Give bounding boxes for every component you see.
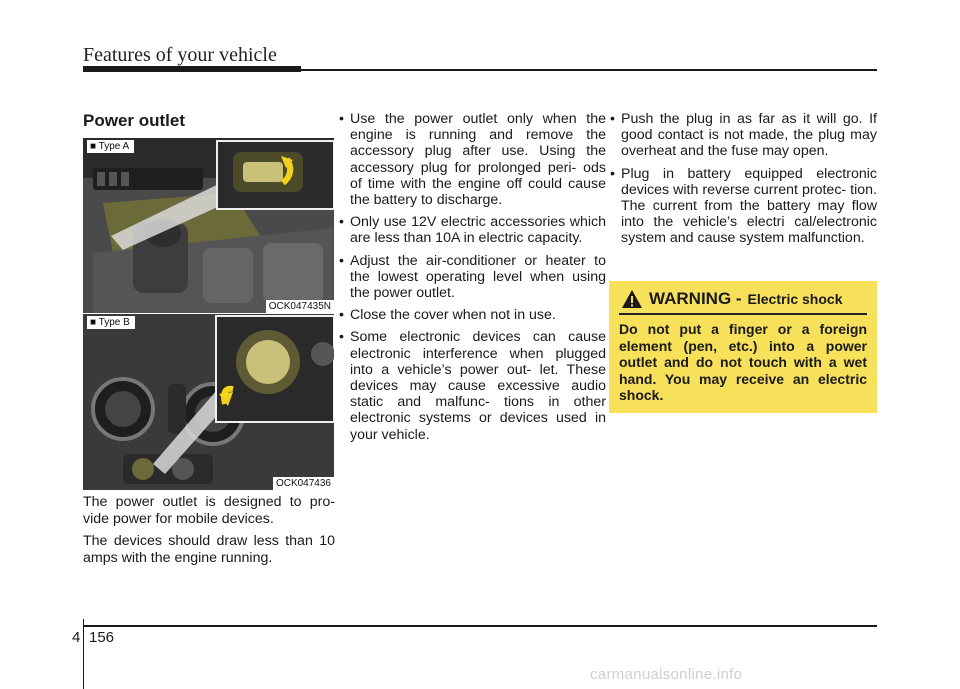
list-item: • Some electronic devices can cause electronic interference when plugged into a vehicle’s power out- let. These devices may cause excessive audio static and malfunc- tions in other electronic systems or devices used in your vehicle. (338, 329, 606, 442)
intro-paragraph-2: The devices should draw less than 10 amps with the engine running. (83, 533, 335, 566)
list-item: • Use the power outlet only when the engine is running and remove the accessory plug after use. Using the accessory plug for prolonged peri- ods of time with the engine off could cause the battery to discharge. (338, 111, 606, 208)
footer-rule (83, 625, 877, 627)
warning-divider (619, 313, 867, 315)
page-number: 156 (89, 629, 115, 646)
section-title: Power outlet (83, 111, 186, 130)
warning-triangle-icon (621, 289, 643, 309)
running-header: Features of your vehicle (83, 44, 277, 66)
column-right (609, 111, 877, 253)
list-item: • Push the plug in as far as it will go. If good contact is not made, the plug may overheat and the fuse may open. (609, 111, 877, 160)
figure-type-b (83, 314, 334, 490)
header-bar (83, 66, 301, 72)
list-item: • Plug in battery equipped electronic devices with reverse current protec- tion. The current from the battery may flow into the vehicle’s electri cal/electronic system and cause system malfunction. (609, 166, 877, 247)
header-rule (301, 69, 877, 71)
figure-type-b-code: OCK047436 (273, 477, 334, 490)
figure-type-a-label: ■ Type A (87, 140, 134, 153)
figure-type-a (83, 138, 334, 313)
intro-paragraph-1: The power outlet is designed to pro- vide power for mobile devices. (83, 494, 335, 527)
list-item: • Close the cover when not in use. (338, 307, 606, 323)
figure-type-a-code: OCK047435N (266, 300, 334, 313)
warning-box (609, 281, 877, 413)
power-outlet-console-illustration (83, 138, 334, 313)
list-item: • Adjust the air-conditioner or heater to the lowest operating level when using the power outlet. (338, 253, 606, 302)
power-outlet-dashboard-illustration (83, 314, 334, 490)
bullet-list (609, 111, 877, 247)
warning-label: WARNING - (649, 289, 742, 308)
list-item: • Only use 12V electric accessories which are less than 10A in electric capacity. (338, 214, 606, 246)
column-middle (338, 111, 606, 449)
bullet-list (338, 111, 606, 443)
footer-divider (83, 619, 84, 689)
warning-subheading: Electric shock (747, 291, 843, 307)
chapter-number: 4 (72, 629, 81, 646)
warning-heading (621, 289, 867, 309)
watermark: carmanualsonline.info (590, 666, 743, 683)
figure-type-b-label: ■ Type B (87, 316, 135, 329)
warning-text: Do not put a finger or a foreign element (pen, etc.) into a power outlet and do not touch with a wet hand. You may receive an electric shock. (619, 321, 867, 403)
